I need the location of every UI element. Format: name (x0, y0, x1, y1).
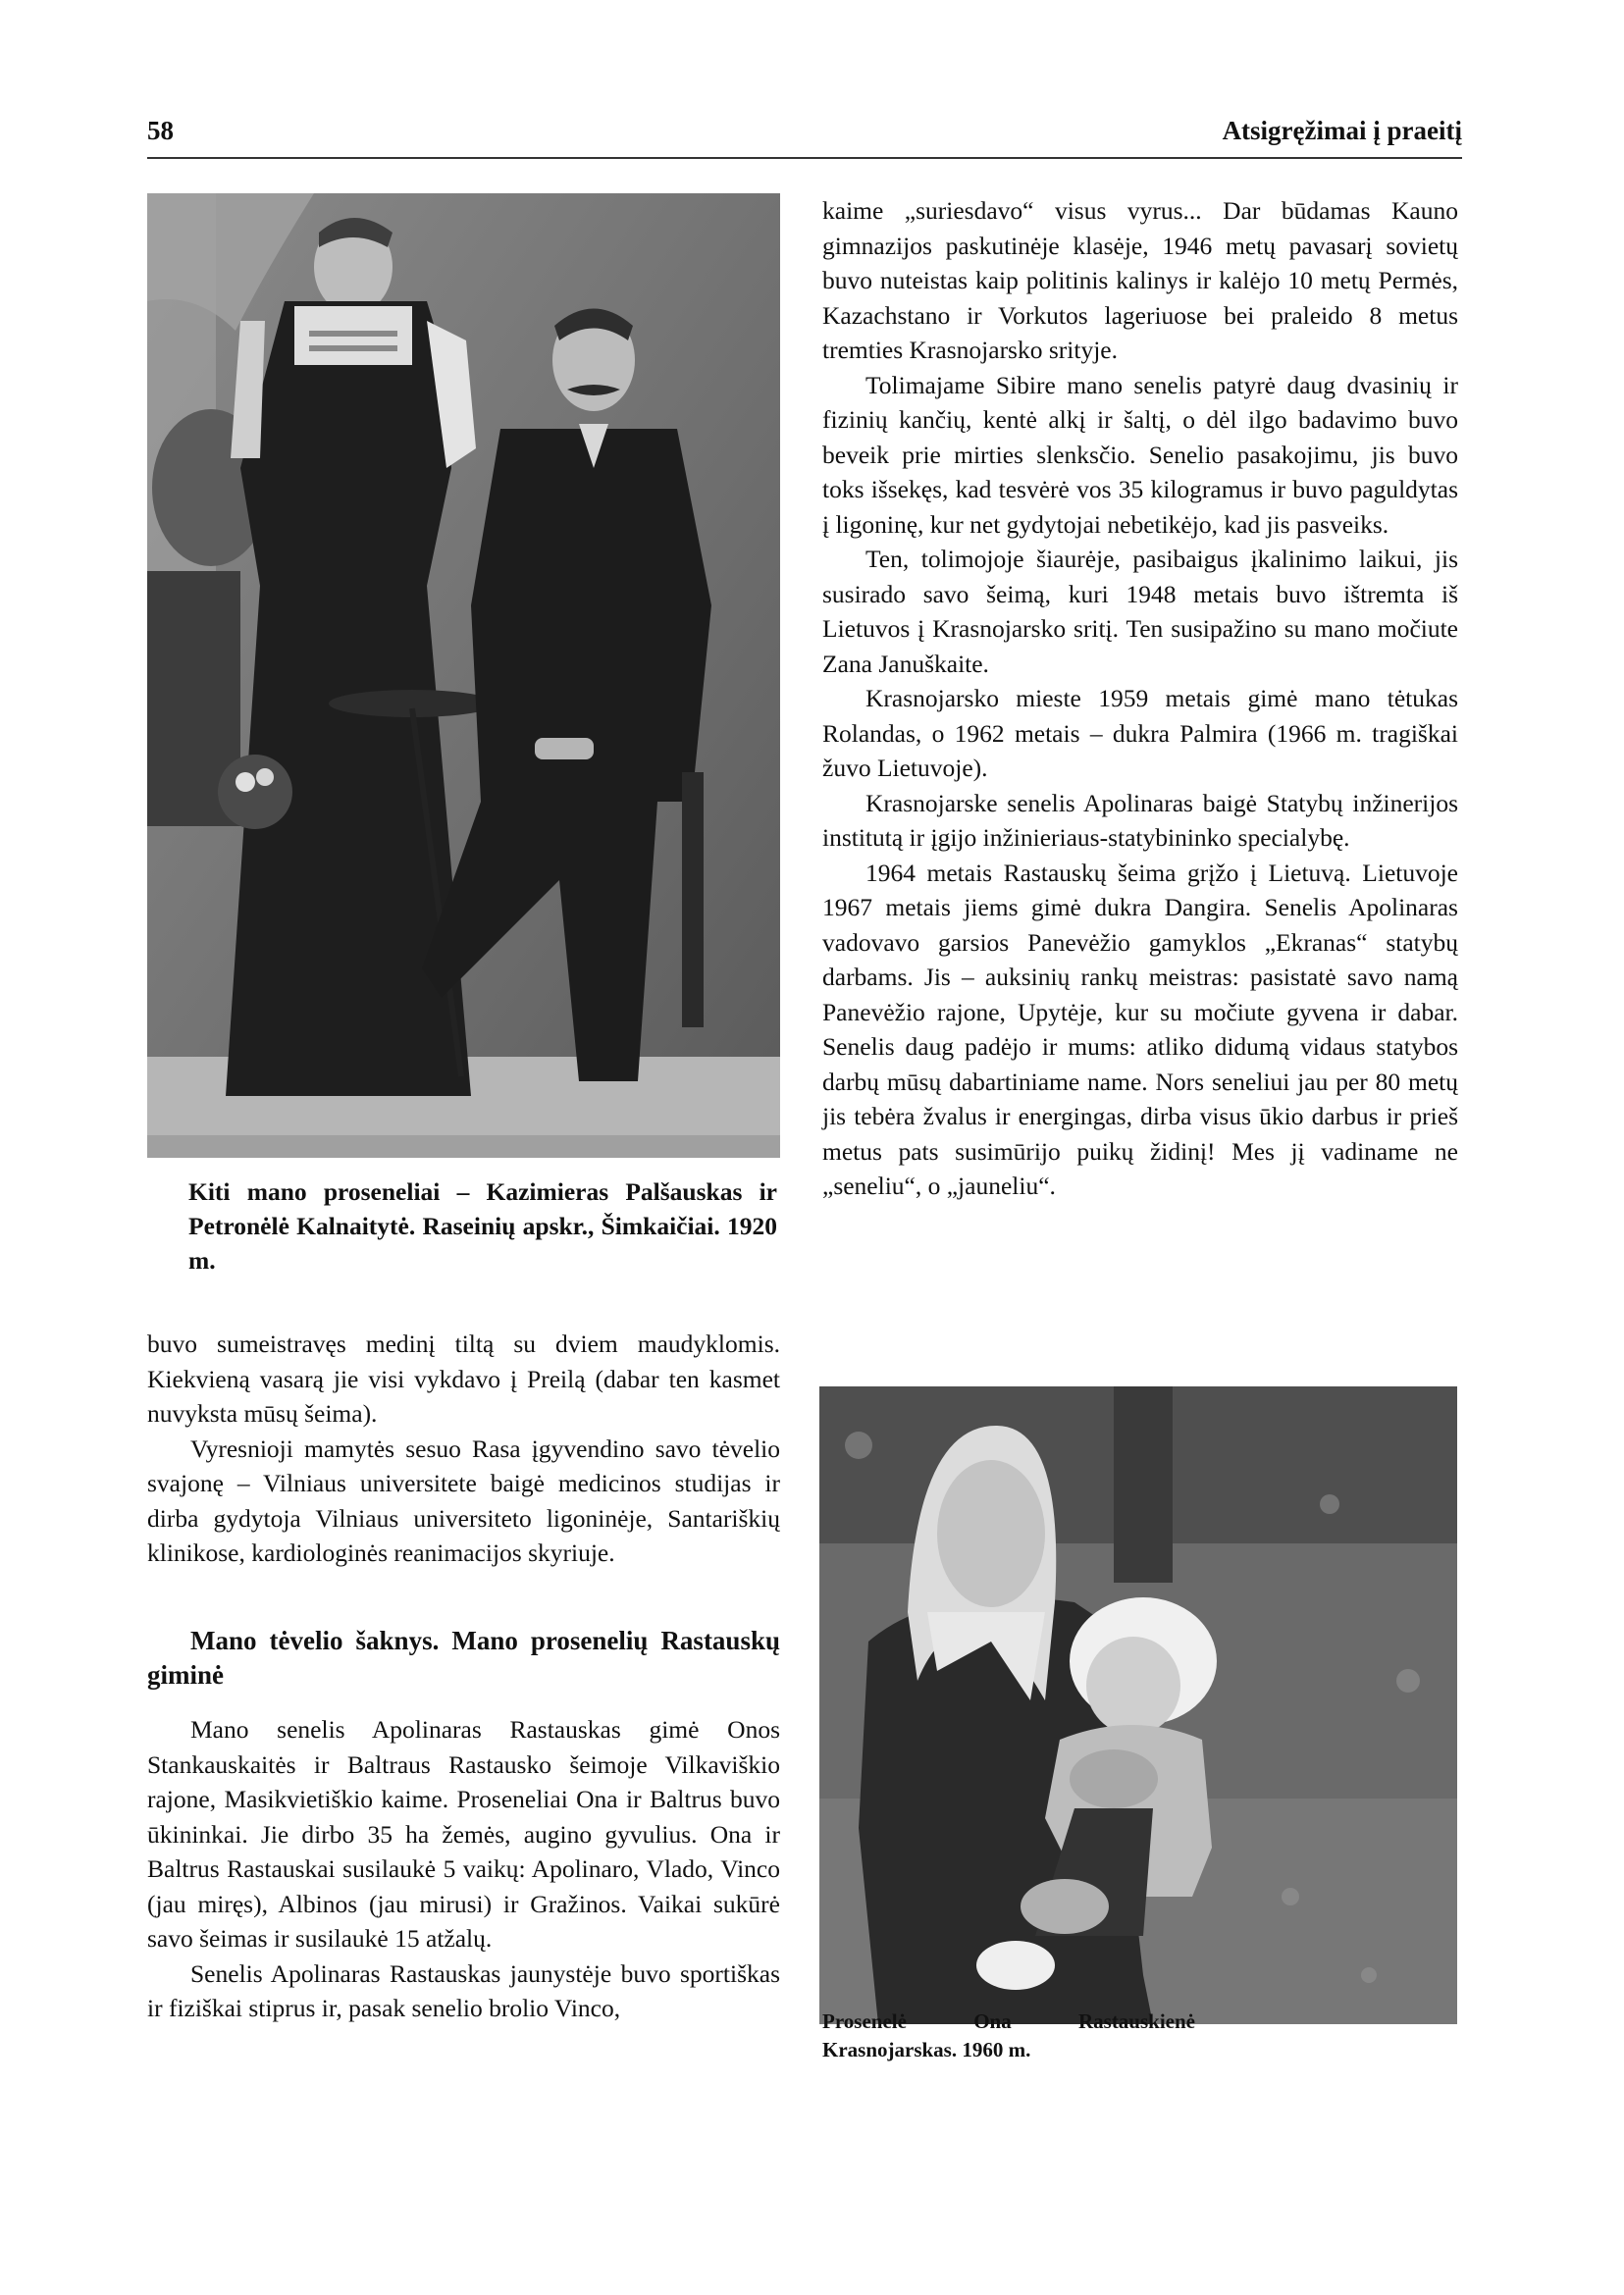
photo-portrait-couple (147, 193, 780, 1158)
paragraph: kaime „suriesdavo“ visus vyrus... Dar būdamas Kauno gimnazijos paskutinėje klasėje, 1946 metų pavasarį sovietų buvo nuteistas kaip politinis kalinys ir kalėjo 10 metų Permės, Kazachstano ir Vorkutos lageriuose bei praleido 8 metus tremties Krasnojarsko srityje. (822, 196, 1458, 364)
paragraph: Krasnojarske senelis Apolinaras baigė Statybų inžinerijos institutą ir įgijo inžinieriaus-statybininko specialybę. (822, 788, 1458, 852)
paragraph: Ten, tolimojoje šiaurėje, pasibaigus įkalinimo laikui, jis susirado savo šeimą, kuri 1948 metais buvo ištremta iš Lietuvos į Krasnojarsko sritį. Ten susipažino su mano močiute Zana Januškaite. (822, 545, 1458, 678)
paragraph: 1964 metais Rastauskų šeima grįžo į Lietuvą. Lietuvoje 1967 metais jiems gimė dukra Dangira. Senelis Apolinaras vadovavo garsios Panevėžio gamyklos „Ekranas“ statybų darbams. Jis – auksinių rankų meistras: pasistatė savo namą Panevėžio rajone, Upytėje, kur su močiute gyvena ir dabar. Senelis daug padėjo ir mums: atliko didumą vidaus statybos darbų mūsų dabartiniame name. Nors seneliui jau per 80 metų jis tebėra žvalus ir energingas, dirba visus ūkio darbus ir prieš metus pats susimūrijo puikų židinį! Mes jį vadiname ne „seneliu“, o „jauneliu“. (822, 858, 1458, 1200)
photo-grandmother-baby-caption (822, 2008, 1195, 2064)
paragraph: Mano senelis Apolinaras Rastauskas gimė Onos Stankauskaitės ir Baltraus Rastausko šeimoje Vilkaviškio rajone, Masikvietiškio kaime. Proseneliai Ona ir Baltrus buvo ūkininkai. Jie dirbo 35 ha žemės, augino gyvulius. Ona ir Baltrus Rastauskai susilaukė 5 vaikų: Apolinaro, Vlado, Vinco (jau miręs), Albinos (jau mirusi) ir Gražinos. Vaikai sukūrė savo šeimas ir susilaukė 15 atžalų. (147, 1715, 780, 1953)
caption-line-1: Prosenelė Ona Rastauskienė (822, 2009, 1195, 2033)
photo-portrait-couple-caption: Kiti mano proseneliai – Kazimieras Palšauskas ir Petronėlė Kalnaitytė. Raseinių apskr., Šimkaičiai. 1920 m. (188, 1177, 777, 1275)
grandmother-baby-image (819, 1386, 1457, 2024)
paragraph: Tolimajame Sibire mano senelis patyrė daug dvasinių ir fizinių kančių, kentė alkį ir šaltį, o dėl ilgo badavimo buvo beveik prie mirties slenksčio. Senelio pasakojimu, jis buvo toks išsekęs, kad tesvėrė vos 35 kilogramus ir buvo paguldytas į ligoninę, kur net gydytojai nebetikėjo, kad jis pasveiks. (822, 370, 1458, 539)
paragraph: Senelis Apolinaras Rastauskas jaunystėje buvo sportiškas ir fiziškai stiprus ir, pasak senelio brolio Vinco, (147, 1958, 780, 2022)
header-rule (147, 157, 1462, 159)
right-column (822, 193, 1458, 1204)
page-header (147, 116, 1462, 155)
page-number: 58 (147, 116, 174, 145)
paragraph: Vyresnioji mamytės sesuo Rasa įgyvendino savo tėvelio svajonę – Vilniaus universitete baigė medicinos studijas ir dirba gydytoja Vilniaus universiteto ligoninėje, Santariškių klinikose, kardiologinės reanimacijos skyriuje. (147, 1434, 780, 1567)
running-title: Atsigręžimai į praeitį (1222, 116, 1462, 145)
left-column-bottom (147, 1712, 780, 2026)
portrait-couple-image (147, 193, 780, 1158)
paragraph: Krasnojarsko mieste 1959 metais gimė mano tėtukas Rolandas, o 1962 metais – dukra Palmira (1966 m. tragiškai žuvo Lietuvoje). (822, 684, 1458, 782)
photo-grandmother-baby (819, 1386, 1457, 2024)
caption-line-2: Krasnojarskas. 1960 m. (822, 2038, 1031, 2061)
left-column-top (147, 1327, 780, 1571)
paragraph: buvo sumeistravęs medinį tiltą su dviem maudyklomis. Kiekvieną vasarą jie visi vykdavo į Preilą (dabar ten kasmet nuvyksta mūsų šeima). (147, 1330, 780, 1428)
section-heading: Mano tėvelio šaknys. Mano prosenelių Rastauskų giminė (147, 1626, 780, 1690)
